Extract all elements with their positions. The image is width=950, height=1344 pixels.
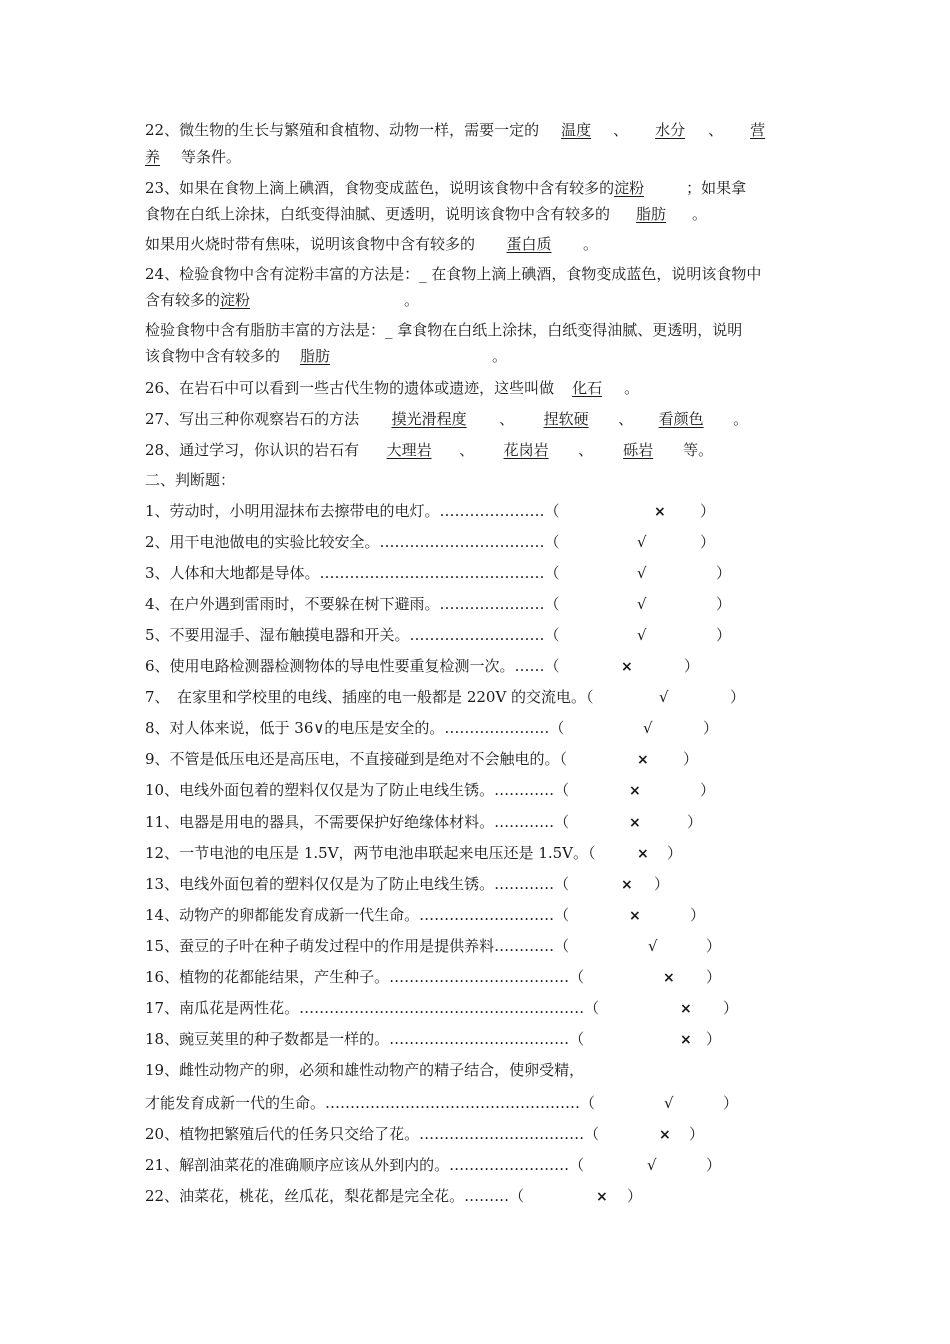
close-bracket: ）: [706, 1030, 722, 1048]
cross-mark: ×: [629, 815, 641, 831]
close-bracket: ）: [689, 1125, 705, 1143]
close-bracket: ）: [706, 937, 722, 955]
judge-item: 22、油菜花，桃花，丝瓜花，梨花都是完全花。………（: [145, 1187, 525, 1205]
cross-mark: ×: [629, 783, 641, 799]
cross-mark: ×: [629, 908, 641, 924]
question-22-cont: 养 等条件。: [145, 148, 242, 166]
judge-item: 12、一节电池的电压是 1.5V，两节电池串联起来电压还是 1.5V。（: [145, 844, 596, 862]
close-bracket: ）: [690, 906, 706, 924]
close-bracket: ）: [683, 750, 699, 768]
cross-mark: ×: [637, 846, 649, 862]
check-mark: √: [637, 595, 647, 613]
judge-item: 10、电线外面包着的塑料仅仅是为了防止电线生锈。…………（: [145, 781, 570, 799]
close-bracket: ）: [716, 626, 732, 644]
close-bracket: ）: [667, 844, 683, 862]
cross-mark: ×: [663, 970, 675, 986]
judge-item: 19、雌性动物产的卵，必须和雄性动物产的精子结合，使卵受精，: [145, 1061, 585, 1079]
judge-item: 16、植物的花都能结果，产生种子。………………………………（: [145, 968, 585, 986]
question-27: 27、写出三种你观察岩石的方法 摸光滑程度 、 捏软硬 、 看颜色 。: [145, 410, 749, 428]
close-bracket: ）: [703, 719, 719, 737]
question-26: 26、在岩石中可以看到一些古代生物的遗体或遗迹，这些叫做 化石 。: [145, 379, 640, 397]
answer-blank: 蛋白质: [506, 235, 552, 253]
check-mark: √: [637, 626, 647, 644]
cross-mark: ×: [654, 504, 666, 520]
close-bracket: ）: [700, 781, 716, 799]
cross-mark: ×: [596, 1189, 608, 1205]
answer-blank: 营: [750, 121, 766, 139]
close-bracket: ）: [654, 875, 670, 893]
question-23-line3: 如果用火烧时带有焦味，说明该食物中含有较多的 蛋白质 。: [145, 235, 599, 253]
check-mark: √: [637, 533, 647, 551]
judge-item: 7、 在家里和学校里的电线、插座的电一般都是 220V 的交流电。（: [145, 688, 594, 706]
cross-mark: ×: [621, 877, 633, 893]
cross-mark: ×: [637, 752, 649, 768]
close-bracket: ）: [687, 813, 703, 831]
judge-item: 17、南瓜花是两性花。…………………………………………………（: [145, 999, 600, 1017]
question-24-line2: 含有较多的淀粉 。: [145, 291, 420, 309]
judge-item: 9、不管是低压电还是高压电，不直接碰到是绝对不会触电的。（: [145, 750, 568, 768]
close-bracket: ）: [684, 657, 700, 675]
check-mark: √: [648, 937, 658, 955]
judge-item: 18、豌豆荚里的种子数都是一样的。………………………………（: [145, 1030, 585, 1048]
check-mark: √: [643, 719, 653, 737]
judge-item: 3、人体和大地都是导体。………………………………………（: [145, 564, 560, 582]
close-bracket: ）: [627, 1187, 643, 1205]
check-mark: √: [647, 1156, 657, 1174]
judge-item: 2、用干电池做电的实验比较安全。……………………………（: [145, 533, 560, 551]
close-bracket: ）: [716, 595, 732, 613]
answer-blank: 温度: [561, 121, 592, 139]
cross-mark: ×: [621, 659, 633, 675]
judge-item: 5、不要用湿手、湿布触摸电器和开关。………………………（: [145, 626, 560, 644]
close-bracket: ）: [706, 968, 722, 986]
judge-item: 4、在户外遇到雷雨时，不要躲在树下避雨。…………………（: [145, 595, 560, 613]
judge-item: 才能发育成新一代的生命。……………………………………………（: [145, 1094, 596, 1112]
cross-mark: ×: [680, 1032, 692, 1048]
answer-blank: 水分: [655, 121, 686, 139]
answer-blank: 捏软硬: [543, 410, 589, 428]
question-24-line4: 该食物中含有较多的 脂肪 。: [145, 347, 508, 365]
judge-item: 8、对人体来说，低于 36∨的电压是安全的。…………………（: [145, 719, 565, 737]
judge-item: 1、劳动时，小明用湿抹布去擦带电的电灯。…………………（: [145, 502, 560, 520]
answer-blank: 大理岩: [386, 441, 432, 459]
answer-blank: 摸光滑程度: [391, 410, 467, 428]
judge-item: 14、动物产的卵都能发育成新一代生命。………………………（: [145, 906, 570, 924]
question-23: 23、如果在食物上滴上碘酒，食物变成蓝色，说明该食物中含有较多的淀粉 ；如果拿: [145, 179, 747, 197]
question-24-line3: 检验食物中含有脂肪丰富的方法是：_ 拿食物在白纸上涂抹，白纸变得油腻、更透明，说明: [145, 321, 743, 339]
judge-item: 20、植物把繁殖后代的任务只交给了花。……………………………（: [145, 1125, 600, 1143]
answer-blank: 淀粉: [614, 179, 645, 197]
answer-blank: 砾岩: [623, 441, 654, 459]
answer-blank: 脂肪: [300, 347, 331, 365]
answer-blank: 花岗岩: [503, 441, 549, 459]
judge-item: 21、解剖油菜花的准确顺序应该从外到内的。……………………（: [145, 1156, 585, 1174]
judge-item: 13、电线外面包着的塑料仅仅是为了防止电线生锈。…………（: [145, 875, 570, 893]
answer-blank: 养: [145, 148, 161, 166]
answer-blank: 看颜色: [658, 410, 704, 428]
judge-item: 11、电器是用电的器具，不需要保护好绝缘体材料。…………（: [145, 813, 570, 831]
close-bracket: ）: [730, 688, 746, 706]
question-28: 28、通过学习，你认识的岩石有 大理岩 、 花岗岩 、 砾岩 等。: [145, 441, 714, 459]
close-bracket: ）: [723, 999, 739, 1017]
judge-item: 15、蚕豆的子叶在种子萌发过程中的作用是提供养料…………（: [145, 937, 570, 955]
check-mark: √: [659, 688, 669, 706]
question-24: 24、检验食物中含有淀粉丰富的方法是：_ 在食物上滴上碘酒，食物变成蓝色，说明该食物中: [145, 265, 762, 283]
judge-item: 6、使用电路检测器检测物体的导电性要重复检测一次。……（: [145, 657, 560, 675]
answer-blank: 脂肪: [636, 205, 667, 223]
cross-mark: ×: [659, 1127, 671, 1143]
close-bracket: ）: [700, 502, 716, 520]
answer-blank: 淀粉: [220, 291, 251, 309]
close-bracket: ）: [700, 533, 716, 551]
question-22: 22、微生物的生长与繁殖和食植物、动物一样，需要一定的 温度 、 水分 、 营: [145, 121, 766, 139]
section-title: 二、判断题：: [145, 471, 236, 489]
close-bracket: ）: [716, 564, 732, 582]
close-bracket: ）: [723, 1094, 739, 1112]
question-23-line2: 食物在白纸上涂抹，白纸变得油腻、更透明，说明该食物中含有较多的 脂肪 。: [145, 205, 708, 223]
cross-mark: ×: [680, 1001, 692, 1017]
check-mark: √: [664, 1094, 674, 1112]
check-mark: √: [637, 564, 647, 582]
answer-blank: 化石: [572, 379, 603, 397]
close-bracket: ）: [706, 1156, 722, 1174]
